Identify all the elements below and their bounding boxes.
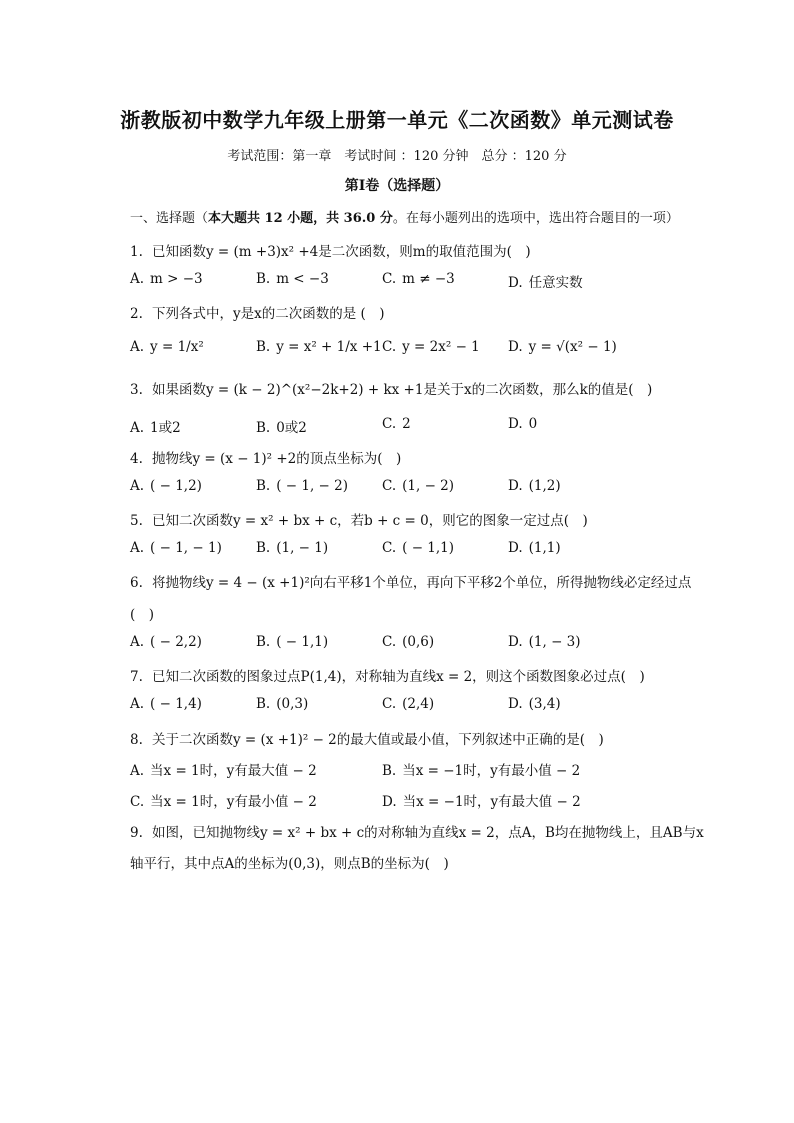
question-text: 已知函数y = (m +3)x² +4是二次函数，则m的取值范围为( ) bbox=[152, 244, 531, 260]
option-b: B. 当x = −1时，y有最小值 − 2 bbox=[382, 763, 581, 779]
question-number: 7. bbox=[130, 669, 143, 685]
question-2 bbox=[130, 302, 700, 322]
question-number: 1. bbox=[130, 244, 143, 260]
option-a: A. 1或2 bbox=[130, 420, 181, 436]
question-text: 抛物线y = (x − 1)² +2的顶点坐标为( ) bbox=[152, 451, 402, 467]
question-text-continued: ( ) bbox=[130, 607, 155, 623]
option-b: B. (0,3) bbox=[256, 696, 309, 712]
question-5-options bbox=[130, 540, 710, 560]
option-a: A. ( − 1,2) bbox=[130, 478, 202, 494]
option-a: A. 当x = 1时，y有最大值 − 2 bbox=[130, 763, 317, 779]
volume-heading: 第Ⅰ卷（选择题） bbox=[344, 178, 450, 194]
question-8 bbox=[130, 728, 700, 748]
option-d: D. 0 bbox=[508, 416, 538, 432]
question-1-options bbox=[130, 271, 710, 291]
question-5 bbox=[130, 509, 700, 529]
question-number: 4. bbox=[130, 451, 143, 467]
question-text: 下列各式中，y是x的二次函数的是 ( ) bbox=[152, 306, 385, 322]
question-text: 已知二次函数y = x² + bx + c，若b + c = 0，则它的图象一定过点( ) bbox=[152, 513, 588, 529]
option-b: B. 0或2 bbox=[256, 420, 307, 436]
option-c: C. y = 2x² − 1 bbox=[382, 339, 480, 355]
question-3 bbox=[130, 378, 700, 398]
section-count: 本大题共 12 小题，共 36.0 分 bbox=[208, 211, 393, 226]
question-text: 如图，已知抛物线y = x² + bx + c的对称轴为直线x = 2，点A，B均在抛物线上，且AB与x bbox=[152, 825, 704, 841]
option-a: A. ( − 1, − 1) bbox=[130, 540, 222, 556]
section-prefix: 一、选择题（ bbox=[130, 211, 209, 226]
option-d: D. y = √(x² − 1) bbox=[508, 339, 617, 355]
option-b: B. (1, − 1) bbox=[256, 540, 329, 556]
option-d: D. (1,1) bbox=[508, 540, 561, 556]
question-text: 将抛物线y = 4 − (x +1)²向右平移1个单位，再向下平移2个单位，所得抛物线必定经过点 bbox=[152, 575, 692, 591]
option-a: A. y = 1/x² bbox=[130, 339, 204, 355]
option-b: B. y = x² + 1/x +1 bbox=[256, 339, 382, 355]
option-c: C. (0,6) bbox=[382, 634, 435, 650]
question-6-options bbox=[130, 634, 710, 654]
option-c: C. ( − 1,1) bbox=[382, 540, 455, 556]
question-7 bbox=[130, 665, 700, 685]
option-a: A. m > −3 bbox=[130, 271, 203, 287]
question-9 bbox=[130, 821, 704, 841]
exam-meta: 考试范围：第一章 考试时间 ：120 分钟 总分 ：120 分 bbox=[227, 149, 567, 164]
question-8-options-row-2 bbox=[130, 790, 710, 810]
option-c: C. m ≠ −3 bbox=[382, 271, 455, 287]
option-d: D. (1,2) bbox=[508, 478, 561, 494]
section-heading bbox=[130, 207, 730, 226]
question-9-line-2 bbox=[130, 852, 700, 872]
question-text: 关于二次函数y = (x +1)² − 2的最大值或最小值，下列叙述中正确的是( ) bbox=[152, 732, 604, 748]
question-number: 3. bbox=[130, 382, 143, 398]
question-3-options bbox=[130, 416, 710, 436]
option-d: D. 任意实数 bbox=[508, 275, 583, 291]
exam-title: 浙教版初中数学九年级上册第一单元《二次函数》单元测试卷 bbox=[120, 108, 674, 132]
question-8-options-row-1 bbox=[130, 759, 710, 779]
question-number: 5. bbox=[130, 513, 143, 529]
question-text: 如果函数y = (k − 2)^(x²−2k+2) + kx +1是关于x的二次函数，那么k的值是( ) bbox=[152, 382, 653, 398]
question-7-options bbox=[130, 696, 710, 716]
option-a: A. ( − 1,4) bbox=[130, 696, 202, 712]
question-number: 6. bbox=[130, 575, 143, 591]
option-c: C. (2,4) bbox=[382, 696, 435, 712]
question-text: 已知二次函数的图象过点P(1,4)，对称轴为直线x = 2，则这个函数图象必过点( ) bbox=[152, 669, 645, 685]
question-1 bbox=[130, 240, 700, 260]
option-b: B. ( − 1,1) bbox=[256, 634, 329, 650]
question-6-line-2 bbox=[130, 603, 700, 623]
option-d: D. (1, − 3) bbox=[508, 634, 581, 650]
question-4-options bbox=[130, 478, 710, 498]
option-a: A. ( − 2,2) bbox=[130, 634, 202, 650]
question-text-continued: 轴平行，其中点A的坐标为(0,3)，则点B的坐标为( ) bbox=[130, 856, 449, 872]
option-c: C. 当x = 1时，y有最小值 − 2 bbox=[130, 794, 317, 810]
option-d: D. (3,4) bbox=[508, 696, 561, 712]
question-number: 8. bbox=[130, 732, 143, 748]
question-2-options bbox=[130, 339, 710, 359]
option-d: D. 当x = −1时，y有最大值 − 2 bbox=[382, 794, 581, 810]
question-6 bbox=[130, 571, 700, 591]
option-c: C. 2 bbox=[382, 416, 411, 432]
option-b: B. m < −3 bbox=[256, 271, 329, 287]
question-number: 9. bbox=[130, 825, 143, 841]
option-c: C. (1, − 2) bbox=[382, 478, 455, 494]
section-suffix: 。在每小题列出的选项中，选出符合题目的一项） bbox=[392, 211, 679, 226]
option-b: B. ( − 1, − 2) bbox=[256, 478, 349, 494]
question-4 bbox=[130, 447, 700, 467]
question-number: 2. bbox=[130, 306, 143, 322]
